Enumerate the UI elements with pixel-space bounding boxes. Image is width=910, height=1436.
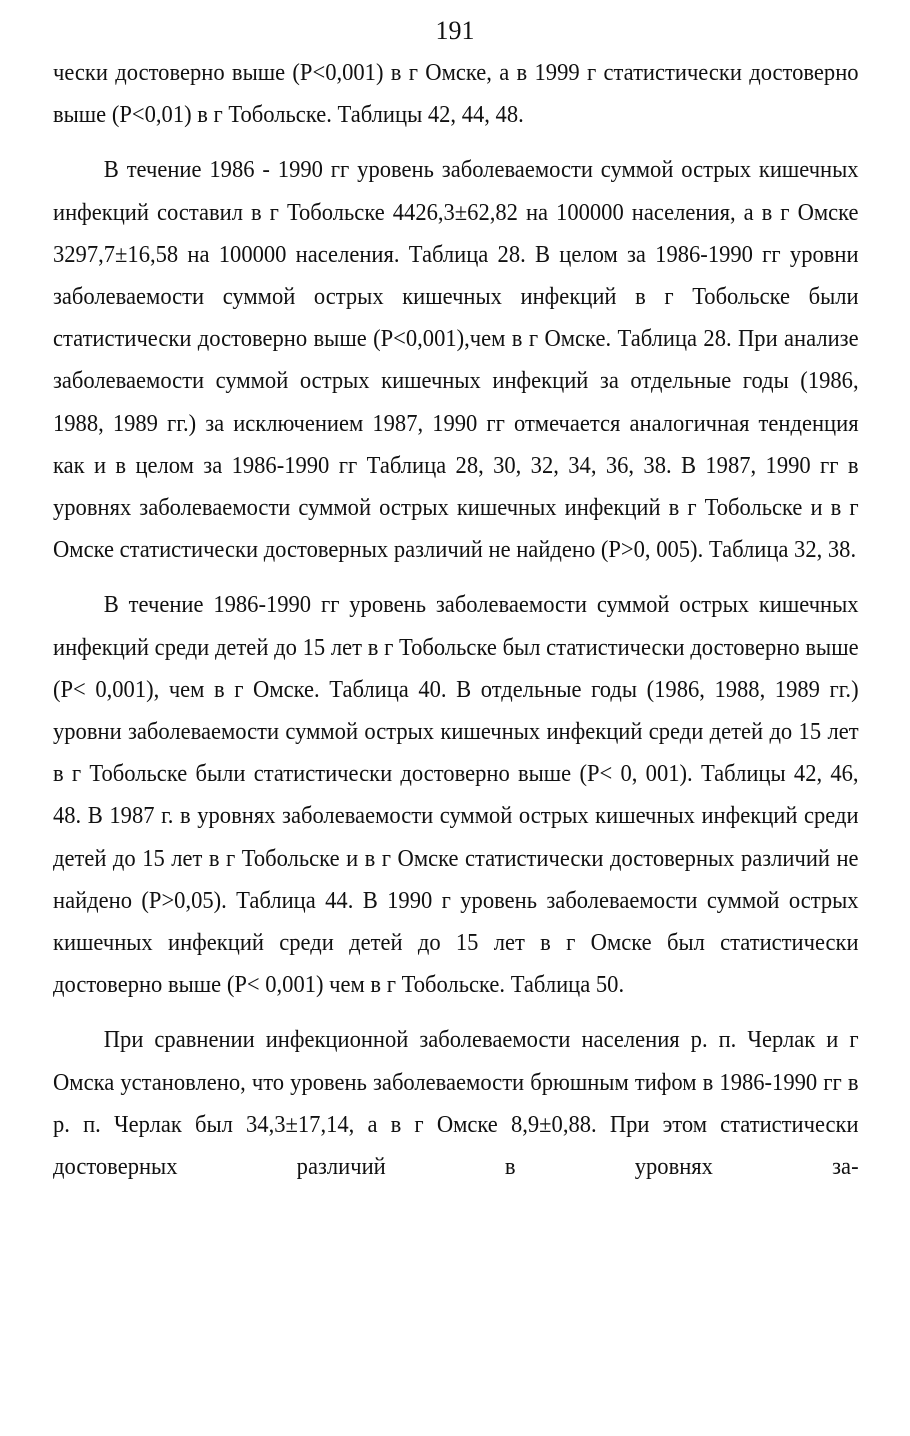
page-number: 191 xyxy=(435,16,475,45)
paragraph: При сравнении инфекционной заболеваемости населения р. п. Черлак и г Омска установлено, что уровень заболеваемости брюшным тифом в 1986-1990 гг в р. п. Черлак был 34,3±17,14, а в г Омске 8,9±0,88. При этом статистически достоверных различий в уровнях за- xyxy=(53,1027,859,1181)
paragraph: В течение 1986-1990 гг уровень заболеваемости суммой острых кишечных инфекций среди детей до 15 лет в г Тобольске был статистически достоверно выше (P< 0,001), чем в г Омске. Таблица 40. В отдельные годы (1986, 1988, 1989 гг.) уровни заболеваемости суммой острых кишечных инфекций среди детей до 15 лет в г Тобольске были статистически достоверно выше (P< 0, 001). Таблицы 42, 46, 48. В 1987 г. в уровнях заболеваемости суммой острых кишечных инфекций среди детей до 15 лет в г Тобольске и в г Омске статистически достоверных различий не найдено (P>0,05). Таблица 44. В 1990 г уровень заболеваемости суммой острых кишечных инфекций среди детей до 15 лет в г Омске был статистически достоверно выше (P< 0,001) чем в г Тобольске. Таблица 50. xyxy=(53,592,859,999)
paragraph: В течение 1986 - 1990 гг уровень заболеваемости суммой острых кишечных инфекций составил в г Тобольске 4426,3±62,82 на 100000 населения, а в г Омске 3297,7±16,58 на 100000 населения. Таблица 28. В целом за 1986-1990 гг уровни заболеваемости суммой острых кишечных инфекций в г Тобольске были статистически достоверно выше (P<0,001),чем в г Омске. Таблица 28. При анализе заболеваемости суммой острых кишечных инфекций за отдельные годы (1986, 1988, 1989 гг.) за исключением 1987, 1990 гг отмечается аналогичная тенденция как и в целом за 1986-1990 гг Таблица 28, 30, 32, 34, 36, 38. В 1987, 1990 гг в уровнях заболеваемости суммой острых кишечных инфекций в г Тобольске и в г Омске статистически достоверных различий не найдено (P>0, 005). Таблица 32, 38. xyxy=(53,157,859,564)
paragraph: чески достоверно выше (P<0,001) в г Омске, а в 1999 г статистически достоверно выше (P<0,01) в г Тобольске. Таблицы 42, 44, 48. xyxy=(53,60,859,129)
body-text xyxy=(53,52,859,1201)
